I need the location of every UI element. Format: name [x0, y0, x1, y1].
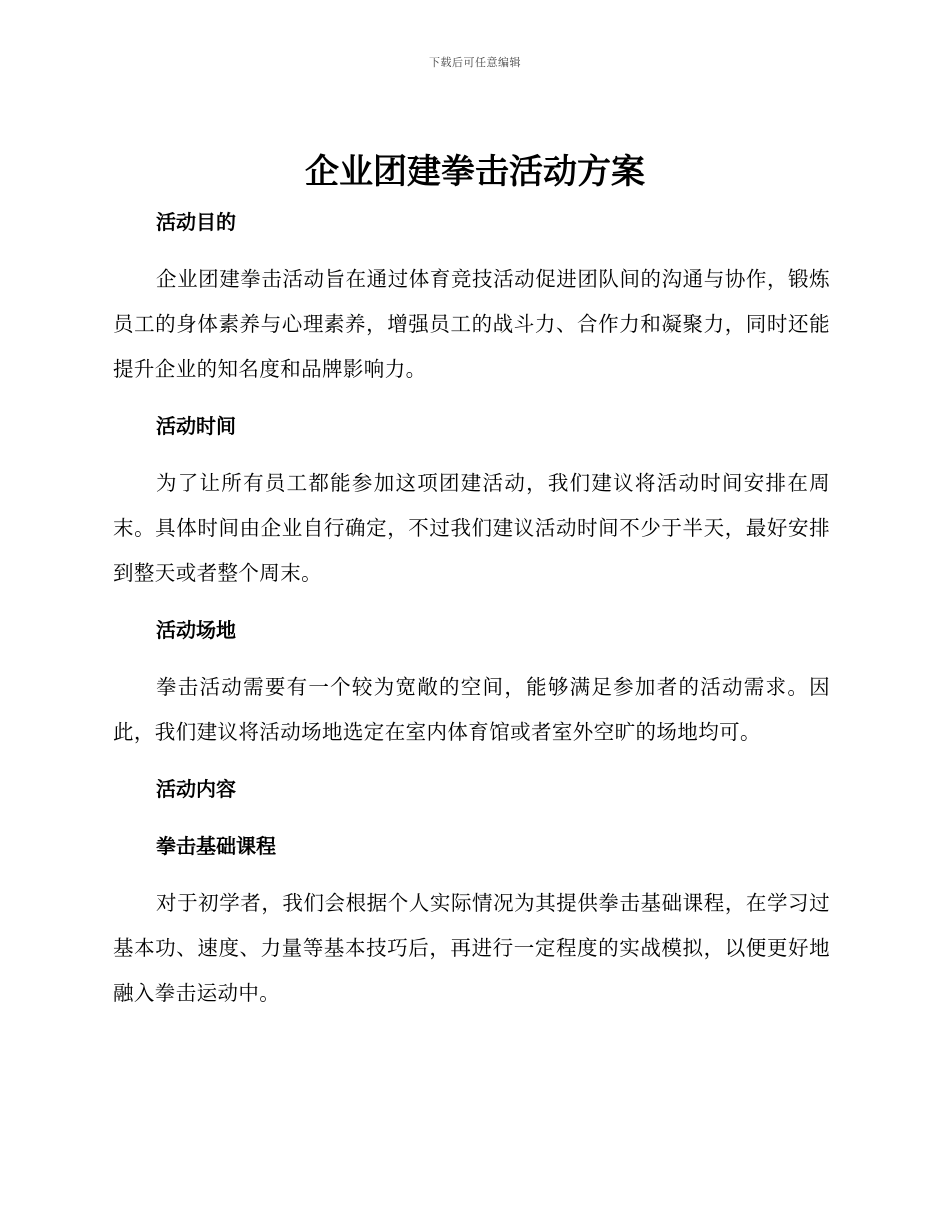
document-title: 企业团建拳击活动方案: [305, 152, 645, 192]
section-heading-venue: 活动场地: [156, 618, 236, 642]
section-heading-content: 活动内容: [156, 777, 236, 801]
section-heading-basic-course: 拳击基础课程: [156, 834, 276, 858]
section-paragraph-time: 为了让所有员工都能参加这项团建活动，我们建议将活动时间安排在周末。具体时间由企业自行确定，不过我们建议活动时间不少于半天，最好安排到整天或者整个周末。: [113, 471, 830, 585]
section-paragraph-venue: 拳击活动需要有一个较为宽敞的空间，能够满足参加者的活动需求。因此，我们建议将活动场地选定在室内体育馆或者室外空旷的场地均可。: [113, 675, 830, 744]
document-body: [113, 200, 830, 1016]
section-paragraph-basic-course: 对于初学者，我们会根据个人实际情况为其提供拳击基础课程，在学习过基本功、速度、力量等基本技巧后，再进行一定程度的实战模拟，以便更好地融入拳击运动中。: [113, 891, 830, 1005]
header-note: 下载后可任意编辑: [429, 56, 521, 69]
section-heading-time: 活动时间: [156, 414, 236, 438]
section-heading-purpose: 活动目的: [156, 210, 236, 234]
section-paragraph-purpose: 企业团建拳击活动旨在通过体育竞技活动促进团队间的沟通与协作，锻炼员工的身体素养与心理素养，增强员工的战斗力、合作力和凝聚力，同时还能提升企业的知名度和品牌影响力。: [113, 267, 830, 381]
